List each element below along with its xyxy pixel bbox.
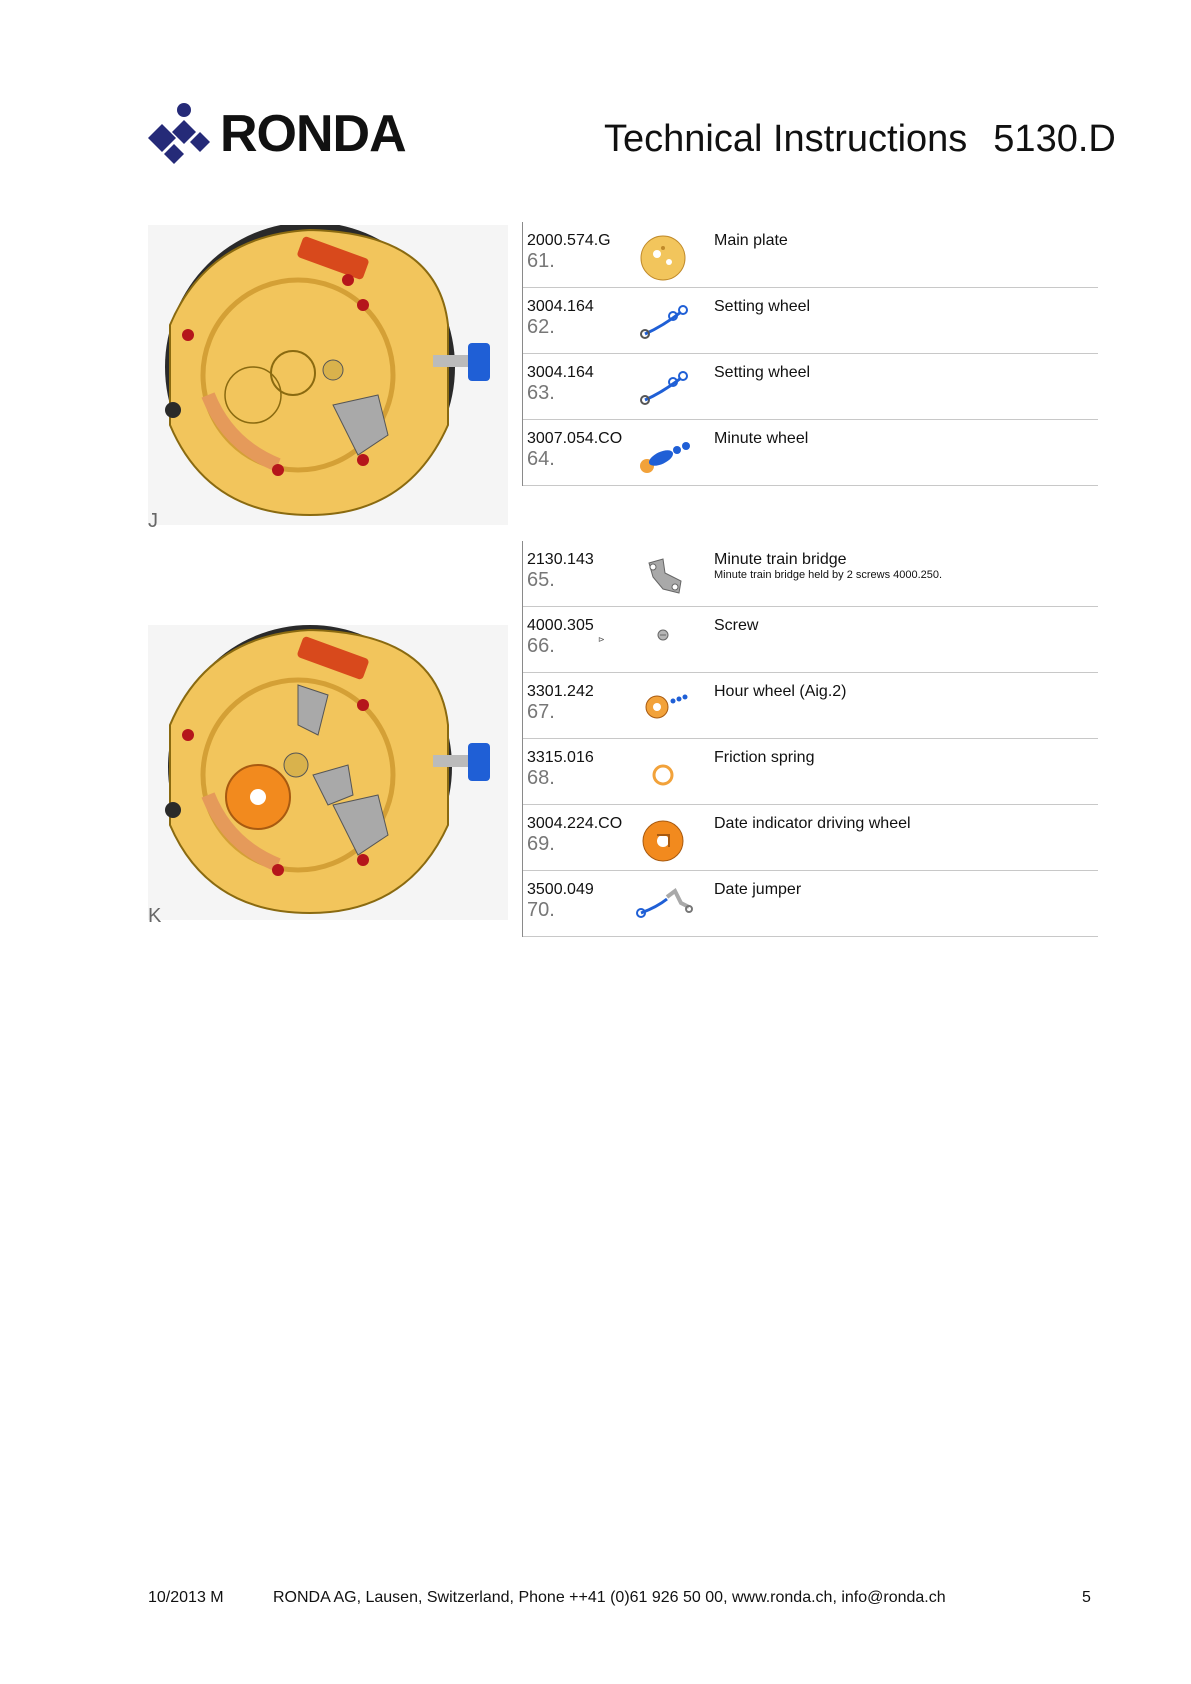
document-title: [604, 118, 1116, 161]
minute-train-bridge-icon: [633, 547, 693, 603]
part-name: Setting wheel: [714, 298, 811, 315]
part-row: [523, 739, 1098, 805]
part-number: 68.: [527, 767, 555, 789]
part-row: [523, 673, 1098, 739]
part-code: 2130.143: [527, 551, 594, 568]
part-name: Main plate: [714, 232, 788, 249]
minute-wheel-icon: [633, 426, 693, 482]
part-name: Setting wheel: [714, 364, 811, 381]
part-number: 63.: [527, 382, 555, 404]
part-name: Minute train bridge: [714, 551, 847, 568]
main-plate-icon: [633, 228, 693, 284]
part-name: Hour wheel (Aig.2): [714, 683, 847, 700]
date-jumper-icon: [633, 877, 693, 933]
part-row: [523, 805, 1098, 871]
date-indicator-driving-wheel-icon: [633, 811, 693, 867]
scale-mark: ⊳: [598, 635, 605, 644]
hour-wheel-icon: [633, 679, 693, 735]
part-number: 65.: [527, 569, 555, 591]
part-row: [523, 354, 1098, 420]
setting-wheel-icon: [633, 360, 693, 416]
part-number: 64.: [527, 448, 555, 470]
part-number: 61.: [527, 250, 555, 272]
part-code: 4000.305: [527, 617, 594, 634]
part-code: 3301.242: [527, 683, 594, 700]
section-letter-j: J: [148, 510, 158, 532]
part-row: [523, 288, 1098, 354]
part-note: Minute train bridge held by 2 screws 4000.250.: [714, 569, 943, 581]
part-code: 3004.164: [527, 364, 594, 381]
footer-date: 10/2013 M: [148, 1589, 224, 1606]
part-number: 66.: [527, 635, 555, 657]
part-code: 3007.054.CO: [527, 430, 623, 447]
part-name: Minute wheel: [714, 430, 809, 447]
movement-illustration-k: [148, 625, 508, 920]
part-name: Date indicator driving wheel: [714, 815, 911, 832]
part-row: [523, 420, 1098, 486]
part-number: 62.: [527, 316, 555, 338]
footer-company: RONDA AG, Lausen, Switzerland, Phone ++41 (0)61 926 50 00, www.ronda.ch, info@ronda.ch: [273, 1589, 946, 1606]
part-number: 69.: [527, 833, 555, 855]
parts-table-j: [522, 222, 1098, 486]
friction-spring-icon: [633, 745, 693, 801]
logo-wordmark: RONDA: [220, 105, 406, 163]
setting-wheel-icon: [633, 294, 693, 350]
part-row: [523, 871, 1098, 937]
section-letter-k: K: [148, 905, 162, 927]
ronda-logo: [148, 102, 418, 166]
screw-icon: [633, 613, 693, 669]
movement-illustration-j: [148, 225, 508, 525]
part-code: 3004.224.CO: [527, 815, 623, 832]
ronda-logo-mark-icon: [148, 102, 218, 166]
model-code: 5130.D: [993, 118, 1116, 160]
part-number: 70.: [527, 899, 555, 921]
part-name: Screw: [714, 617, 759, 634]
part-name: Friction spring: [714, 749, 815, 766]
footer-page-number: 5: [1082, 1589, 1091, 1606]
part-code: 3004.164: [527, 298, 594, 315]
part-row: [523, 607, 1098, 673]
title-text: Technical Instructions: [604, 118, 968, 160]
part-name: Date jumper: [714, 881, 802, 898]
part-code: 3315.016: [527, 749, 594, 766]
part-number: 67.: [527, 701, 555, 723]
part-row: [523, 222, 1098, 288]
part-row: [523, 541, 1098, 607]
part-code: 2000.574.G: [527, 232, 611, 249]
part-code: 3500.049: [527, 881, 594, 898]
parts-table-k: [522, 541, 1098, 937]
